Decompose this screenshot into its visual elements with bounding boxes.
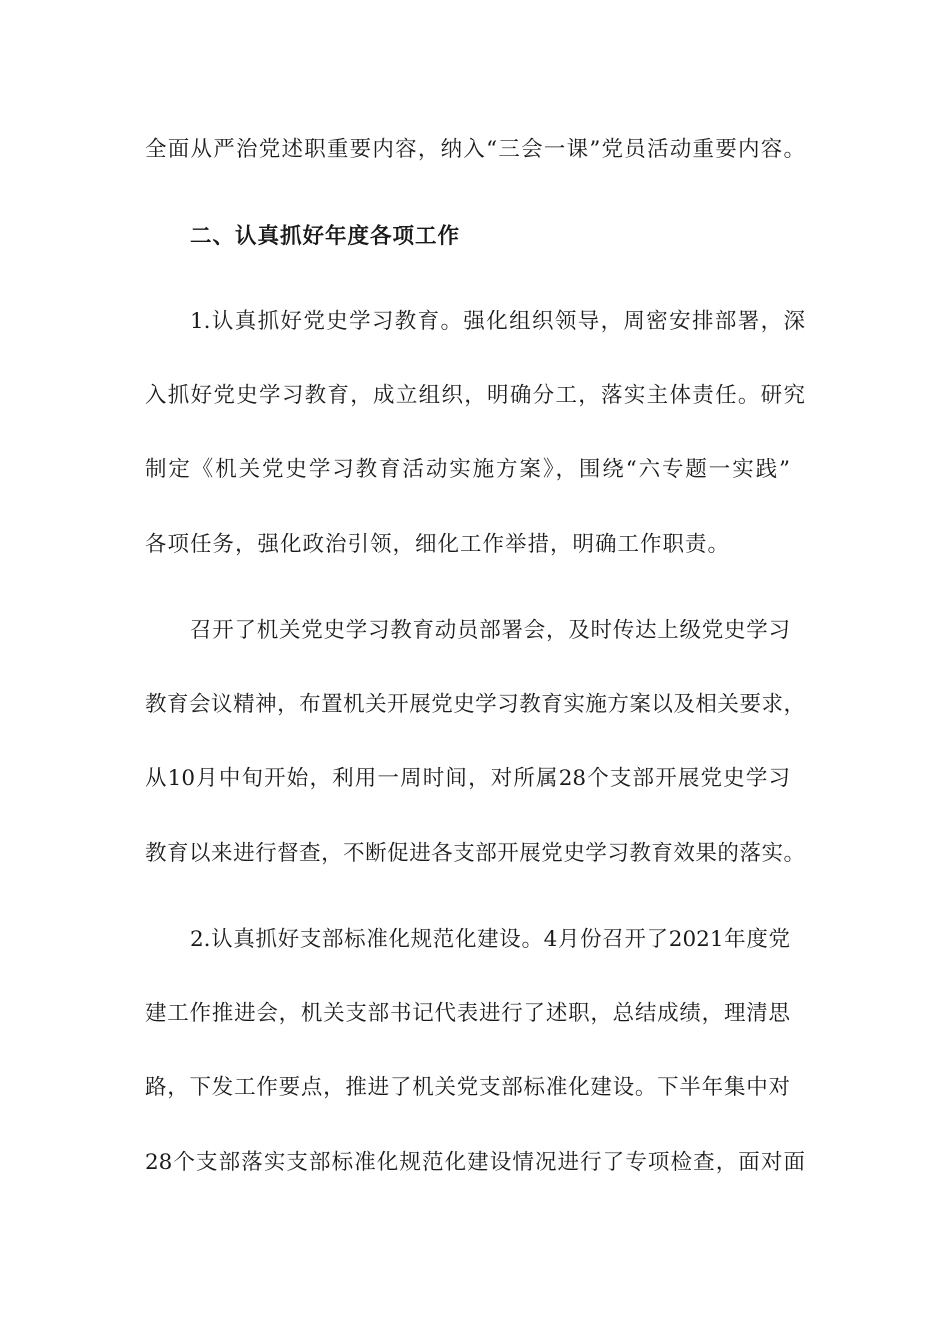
paragraph-line: 28个支部落实支部标准化规范化建设情况进行了专项检查，面对面 — [145, 1150, 805, 1175]
section-heading: 二、认真抓好年度各项工作 — [190, 224, 461, 249]
paragraph-line: 教育会议精神，布置机关开展党史学习教育实施方案以及相关要求， — [145, 692, 805, 717]
paragraph-line: 建工作推进会，机关支部书记代表进行了述职，总结成绩，理清思 — [145, 1001, 790, 1026]
paragraph-line: 各项任务，强化政治引领，细化工作举措，明确工作职责。 — [145, 532, 731, 557]
paragraph-line: 召开了机关党史学习教育动员部署会，及时传达上级党史学习 — [190, 618, 790, 643]
paragraph-line: 2.认真抓好支部标准化规范化建设。4月份召开了2021年度党 — [190, 927, 790, 952]
paragraph-line: 1.认真抓好党史学习教育。强化组织领导，周密安排部署，深 — [190, 309, 805, 334]
paragraph-line: 教育以来进行督查，不断促进各支部开展党史学习教育效果的落实。 — [145, 841, 805, 866]
paragraph-line: 制定《机关党史学习教育活动实施方案》，围绕“六专题一实践” — [145, 457, 790, 482]
paragraph-line: 路，下发工作要点，推进了机关党支部标准化建设。下半年集中对 — [145, 1075, 790, 1100]
paragraph-line: 全面从严治党述职重要内容，纳入“三会一课”党员活动重要内容。 — [145, 137, 805, 162]
paragraph-line: 入抓好党史学习教育，成立组织，明确分工，落实主体责任。研究 — [145, 383, 805, 408]
paragraph-line: 从10月中旬开始，利用一周时间，对所属28个支部开展党史学习 — [145, 766, 790, 791]
